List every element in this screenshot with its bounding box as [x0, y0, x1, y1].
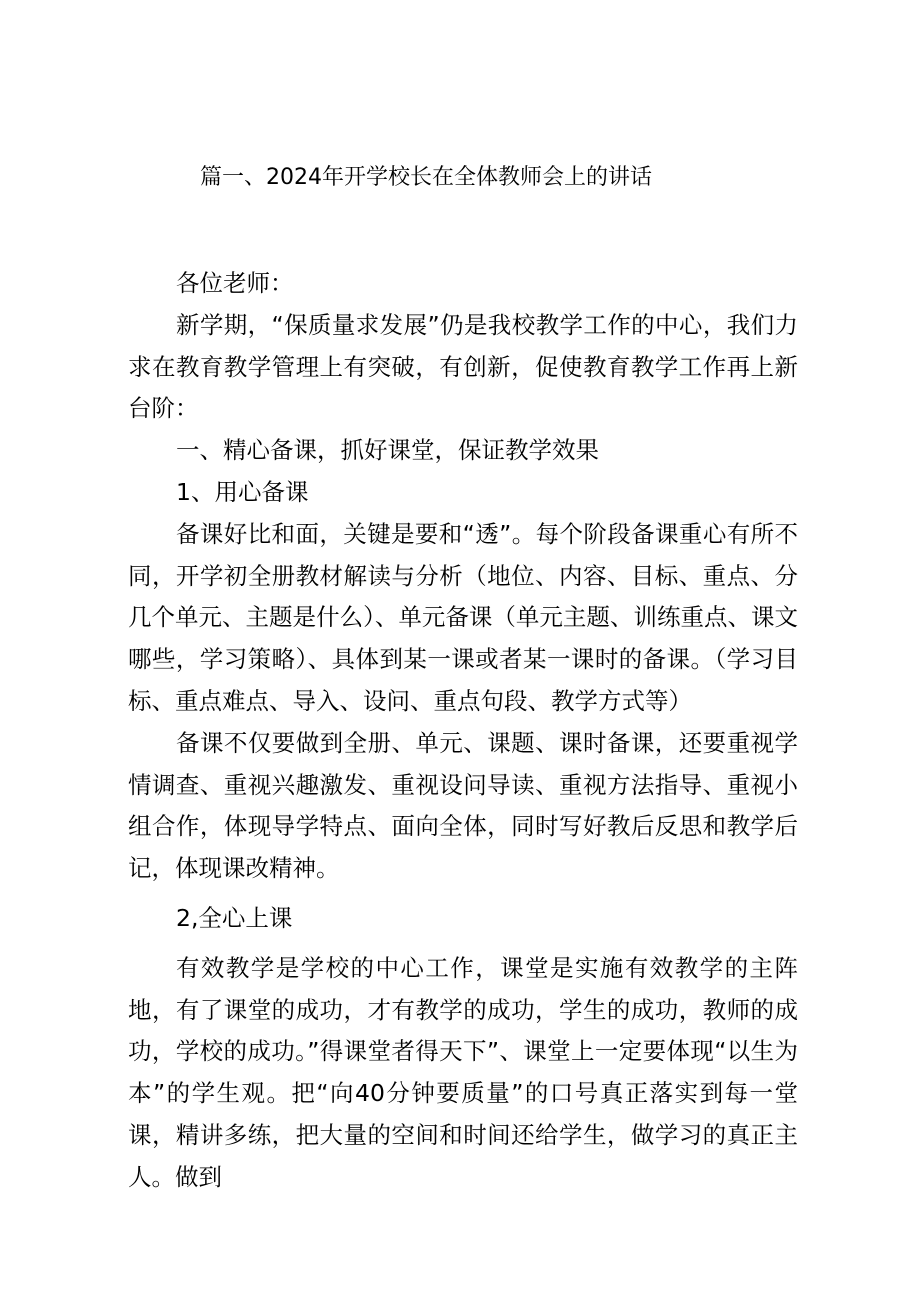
salutation: 各位老师：	[176, 269, 294, 297]
document-title: 篇一、2024年开学校长在全体教师会上的讲话	[200, 165, 652, 190]
section-heading-1: 一、精心备课，抓好课堂，保证教学效果	[176, 436, 599, 465]
paragraph-intro: 新学期，“保质量求发展”仍是我校教学工作的中心，我们力求在教育教学管理上有突破，有创新，促使教育教学工作再上新台阶：	[128, 310, 798, 423]
paragraph-effective-teaching: 有效教学是学校的中心工作，课堂是实施有效教学的主阵地，有了课堂的成功，才有教学的成功，学生的成功，教师的成功，学校的成功。”得课堂者得天下”、课堂上一定要体现“以生为本”的学生观。把“向40分钟要质量”的口号真正落实到每一堂课，精讲多练，把大量的空间和时间还给学生，做学习的真正主人。做到	[128, 953, 798, 1191]
subheading-2: 2,全心上课	[176, 903, 293, 932]
paragraph-lesson-prep-2: 备课不仅要做到全册、单元、课题、课时备课，还要重视学情调查、重视兴趣激发、重视设问导读、重视方法指导、重视小组合作，体现导学特点、面向全体，同时写好教后反思和教学后记，体现课改精神。	[128, 728, 798, 883]
subheading-1: 1、用心备课	[176, 477, 309, 506]
document-body	[128, 263, 798, 1199]
paragraph-lesson-prep: 备课好比和面，关键是要和“透”。每个阶段备课重心有所不同，开学初全册教材解读与分析（地位、内容、目标、重点、分几个单元、主题是什么）、单元备课（单元主题、训练重点、课文哪些，学习策略）、具体到某一课或者某一课时的备课。（学习目标、重点难点、导入、设问、重点句段、教学方式等）	[128, 519, 798, 715]
